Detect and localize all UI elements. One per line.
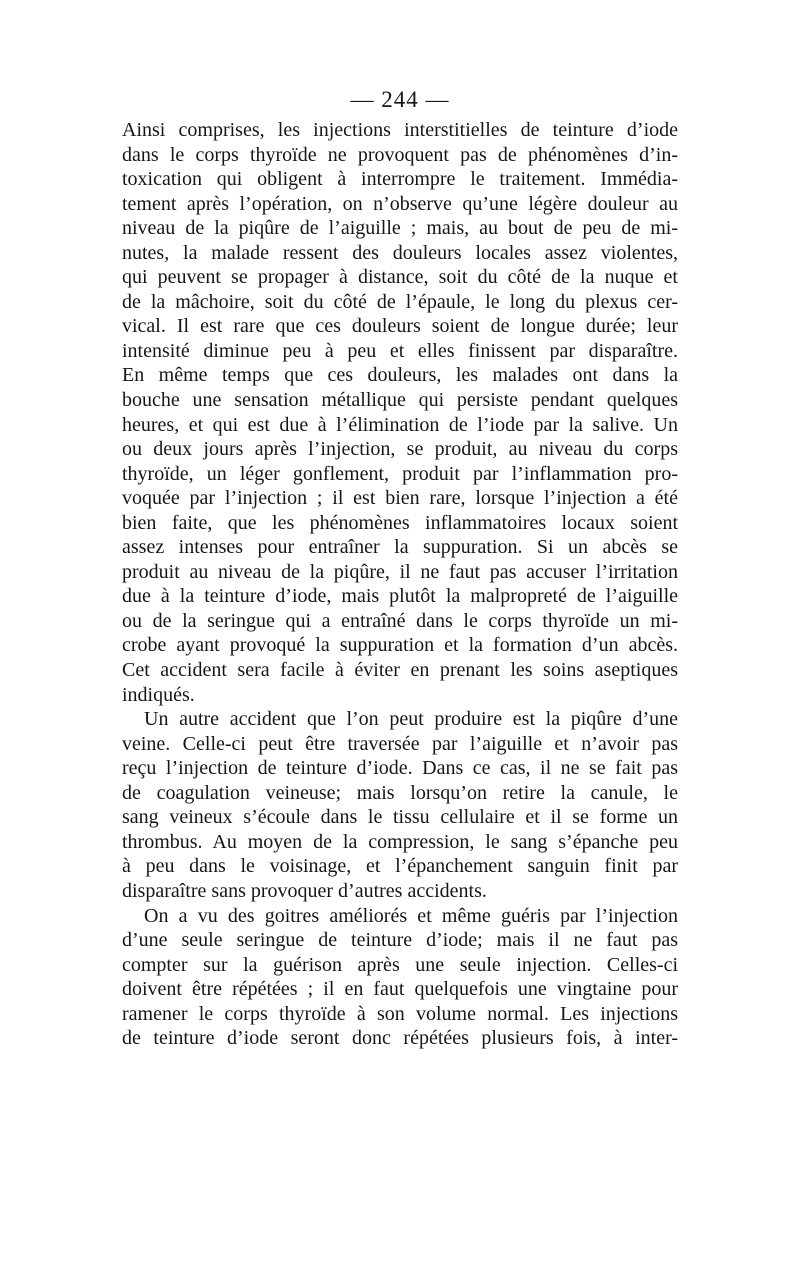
text-line: bouche une sensation métallique qui persiste pendant quelques	[122, 389, 678, 412]
text-line: à peu dans le voisinage, et l’épanchement sanguin finit par	[122, 855, 678, 878]
text-line: bien faite, que les phénomènes inflammatoires locaux soient	[122, 511, 678, 534]
text-line: compter sur la guérison après une seule injection. Celles-ci	[122, 953, 678, 976]
text-line: de la mâchoire, soit du côté de l’épaule, le long du plexus cer-	[122, 290, 678, 313]
text-line: niveau de la piqûre de l’aiguille ; mais, au bout de peu de mi-	[122, 217, 678, 240]
text-line: reçu l’injection de teinture d’iode. Dans ce cas, il ne se fait pas	[122, 757, 678, 780]
text-line: vical. Il est rare que ces douleurs soient de longue durée; leur	[122, 315, 678, 338]
text-line: due à la teinture d’iode, mais plutôt la malpropreté de l’aiguille	[122, 585, 678, 608]
text-line: disparaître sans provoquer d’autres accidents.	[122, 879, 487, 902]
text-line: Cet accident sera facile à éviter en prenant les soins aseptiques	[122, 659, 678, 682]
text-line: qui peuvent se propager à distance, soit du côté de la nuque et	[122, 266, 678, 289]
text-line: dans le corps thyroïde ne provoquent pas de phénomènes d’in-	[122, 143, 678, 166]
text-line: heures, et qui est due à l’élimination de l’iode par la salive. Un	[122, 413, 678, 436]
text-line: thrombus. Au moyen de la compression, le sang s’épanche peu	[122, 830, 678, 853]
text-line: En même temps que ces douleurs, les malades ont dans la	[122, 364, 678, 387]
text-line: ou deux jours après l’injection, se produit, au niveau du corps	[122, 438, 678, 461]
text-line: ramener le corps thyroïde à son volume normal. Les injections	[122, 1002, 678, 1025]
text-line: de teinture d’iode seront donc répétées plusieurs fois, à inter-	[122, 1027, 678, 1050]
text-line: indiqués.	[122, 683, 195, 706]
text-line: sang veineux s’écoule dans le tissu cellulaire et il se forme un	[122, 806, 678, 829]
text-line: nutes, la malade ressent des douleurs locales assez violentes,	[122, 241, 678, 264]
text-line: produit au niveau de la piqûre, il ne faut pas accuser l’irritation	[122, 560, 678, 583]
text-line: d’une seule seringue de teinture d’iode; mais il ne faut pas	[122, 929, 678, 952]
text-line: toxication qui obligent à interrompre le traitement. Immédia-	[122, 168, 678, 191]
text-line: crobe ayant provoqué la suppuration et la formation d’un abcès.	[122, 634, 678, 657]
text-line: Ainsi comprises, les injections interstitielles de teinture d’iode	[122, 119, 678, 141]
text-line: On a vu des goitres améliorés et même guéris par l’injection	[144, 904, 678, 927]
text-line: assez intenses pour entraîner la suppuration. Si un abcès se	[122, 536, 678, 559]
text-line: tement après l’opération, on n’observe qu’une légère douleur au	[122, 192, 678, 215]
body-text	[122, 118, 678, 1051]
text-line: voquée par l’injection ; il est bien rare, lorsque l’injection a été	[122, 487, 678, 510]
text-line: Un autre accident que l’on peut produire est la piqûre d’une	[144, 708, 678, 731]
text-line: de coagulation veineuse; mais lorsqu’on retire la canule, le	[122, 781, 678, 804]
text-line: doivent être répétées ; il en faut quelquefois une vingtaine pour	[122, 978, 678, 1001]
text-line: thyroïde, un léger gonflement, produit par l’inflammation pro-	[122, 462, 678, 485]
text-line: veine. Celle-ci peut être traversée par l’aiguille et n’avoir pas	[122, 732, 678, 755]
text-line: ou de la seringue qui a entraîné dans le corps thyroïde un mi-	[122, 609, 678, 632]
page-number: — 244 —	[350, 87, 450, 112]
text-line: intensité diminue peu à peu et elles finissent par disparaître.	[122, 339, 678, 362]
